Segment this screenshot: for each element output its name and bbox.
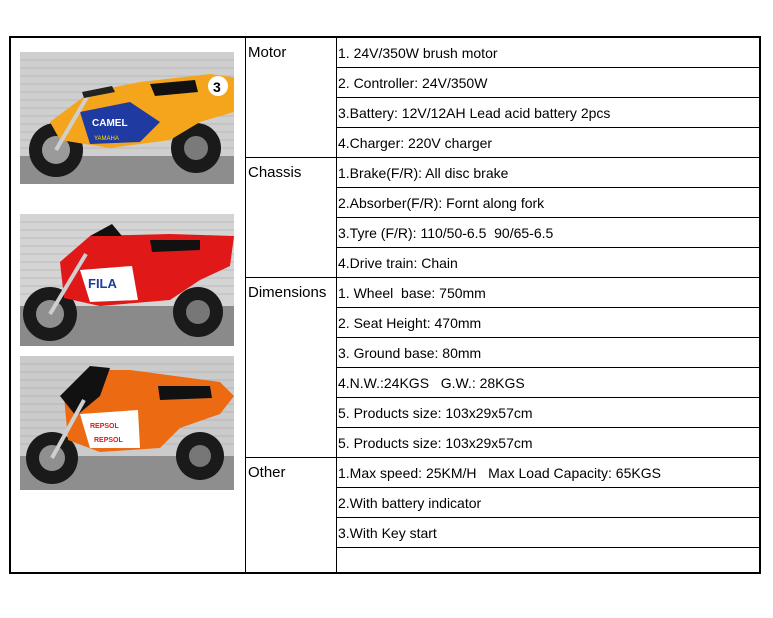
brand-decal-text: CAMEL xyxy=(92,118,128,129)
spec-row-motor-1: 1. 24V/350W brush motor xyxy=(337,38,759,68)
brand-decal-text: REPSOL xyxy=(90,423,119,430)
category-column xyxy=(246,38,337,572)
spec-row-other-3: 3.With Key start xyxy=(337,518,759,548)
spec-row-motor-2: 2. Controller: 24V/350W xyxy=(337,68,759,98)
spec-row-dimensions-3: 3. Ground base: 80mm xyxy=(337,338,759,368)
sub-decal-text: REPSOL xyxy=(94,437,123,444)
product-photo-2 xyxy=(20,214,234,346)
spec-row-dimensions-4: 4.N.W.:24KGS G.W.: 28KGS xyxy=(337,368,759,398)
spec-row-motor-4: 4.Charger: 220V charger xyxy=(337,128,759,158)
product-photos-column xyxy=(11,38,246,572)
spec-row-chassis-2: 2.Absorber(F/R): Fornt along fork xyxy=(337,188,759,218)
spec-row-other-1: 1.Max speed: 25KM/H Max Load Capacity: 65KGS xyxy=(337,458,759,488)
spec-row-dimensions-5: 5. Products size: 103x29x57cm xyxy=(337,398,759,428)
sub-decal-text: YAMAHA xyxy=(94,136,119,142)
category-motor: Motor xyxy=(246,38,337,158)
category-chassis: Chassis xyxy=(246,158,337,278)
spec-row-chassis-1: 1.Brake(F/R): All disc brake xyxy=(337,158,759,188)
spec-row-dimensions-2: 2. Seat Height: 470mm xyxy=(337,308,759,338)
product-photo-1 xyxy=(20,52,234,184)
spec-row-other-2: 2.With battery indicator xyxy=(337,488,759,518)
product-photo-3 xyxy=(20,356,234,490)
category-dimensions: Dimensions xyxy=(246,278,337,458)
brand-decal-text: FILA xyxy=(88,276,117,291)
spec-row-chassis-4: 4.Drive train: Chain xyxy=(337,248,759,278)
number-plate-text: 3 xyxy=(213,79,221,95)
spec-row-chassis-3: 3.Tyre (F/R): 110/50-6.5 90/65-6.5 xyxy=(337,218,759,248)
category-other: Other xyxy=(246,458,337,574)
spec-row-motor-3: 3.Battery: 12V/12AH Lead acid battery 2pcs xyxy=(337,98,759,128)
spec-row-other-4 xyxy=(337,548,759,574)
spec-row-dimensions-1: 1. Wheel base: 750mm xyxy=(337,278,759,308)
spec-row-dimensions-6: 5. Products size: 103x29x57cm xyxy=(337,428,759,458)
spec-values-column xyxy=(337,38,759,572)
spec-sheet xyxy=(9,36,761,574)
